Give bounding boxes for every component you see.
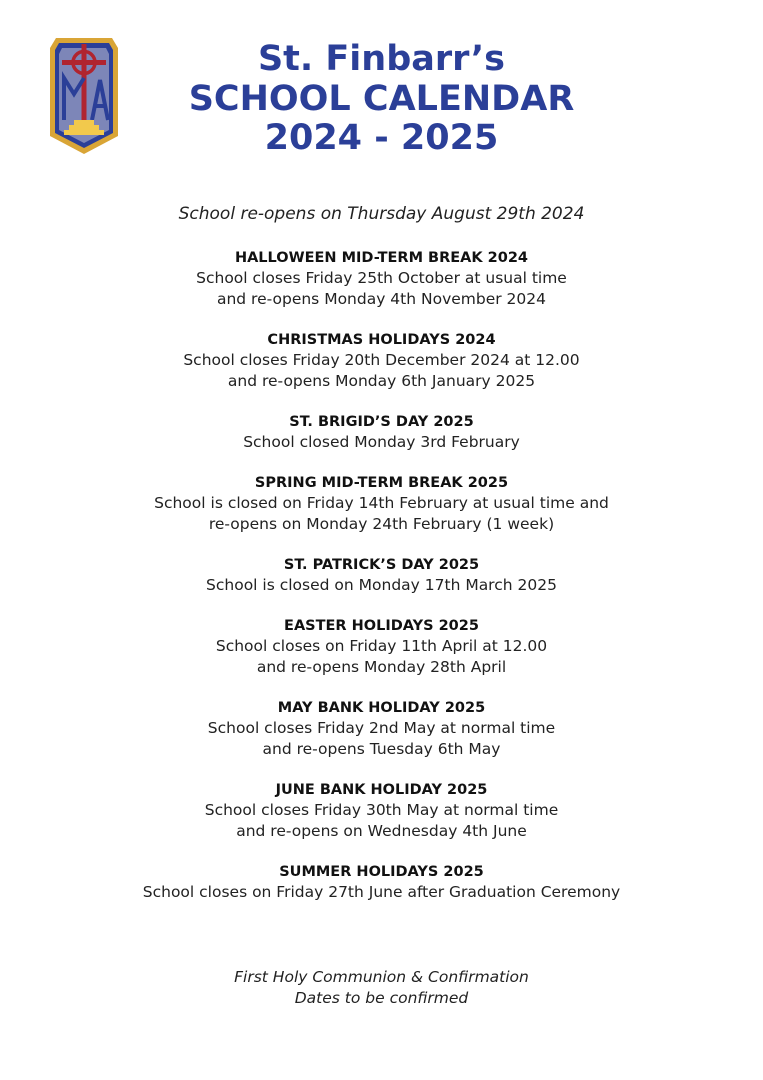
event-line: and re-opens Monday 4th November 2024: [216, 290, 547, 308]
event-line: School is closed on Friday 14th February at usual time and: [154, 494, 609, 512]
event-christmas: [0, 330, 763, 392]
event-easter: [0, 616, 763, 678]
event-summer-holidays: [0, 862, 763, 903]
event-line: School closes on Friday 27th June after Graduation Ceremony: [142, 883, 621, 901]
calendar-title: SCHOOL CALENDAR: [188, 79, 575, 119]
event-st-brigids-day: [0, 412, 763, 453]
event-heading: ST. BRIGID’S DAY 2025: [289, 414, 474, 430]
event-line: School closed Monday 3rd February: [243, 433, 520, 451]
footer-line: First Holy Communion & Confirmation: [234, 968, 529, 986]
event-heading: ST. PATRICK’S DAY 2025: [283, 557, 480, 573]
event-st-patricks-day: [0, 555, 763, 596]
calendar-year: 2024 - 2025: [264, 118, 499, 158]
event-line: School closes Friday 30th May at normal time: [204, 801, 559, 819]
event-line: re-opens on Monday 24th February (1 week): [208, 515, 555, 533]
event-spring-midterm: [0, 473, 763, 535]
footer-line: Dates to be confirmed: [294, 989, 469, 1007]
event-heading: MAY BANK HOLIDAY 2025: [277, 700, 486, 716]
event-line: School closes Friday 25th October at usual time: [196, 269, 567, 287]
school-crest-icon: [48, 34, 120, 156]
event-line: School closes on Friday 11th April at 12.00: [215, 637, 548, 655]
event-line: and re-opens Monday 28th April: [256, 658, 507, 676]
events-list: [0, 248, 763, 923]
event-line: and re-opens Tuesday 6th May: [262, 740, 501, 758]
event-line: School closes Friday 2nd May at normal time: [207, 719, 556, 737]
event-line: School closes Friday 20th December 2024 at 12.00: [183, 351, 580, 369]
event-may-bank-holiday: [0, 698, 763, 760]
event-heading: EASTER HOLIDAYS 2025: [284, 618, 479, 634]
event-line: and re-opens Monday 6th January 2025: [227, 372, 536, 390]
reopen-notice: School re-opens on Thursday August 29th 2024: [178, 204, 585, 224]
event-heading: JUNE BANK HOLIDAY 2025: [275, 782, 488, 798]
event-line: and re-opens on Wednesday 4th June: [236, 822, 527, 840]
event-june-bank-holiday: [0, 780, 763, 842]
event-halloween: [0, 248, 763, 310]
event-heading: HALLOWEEN MID-TERM BREAK 2024: [234, 250, 529, 266]
event-heading: SUMMER HOLIDAYS 2025: [279, 864, 484, 880]
school-name: St. Finbarr’s: [257, 39, 506, 79]
footer-note: [0, 967, 763, 1009]
event-heading: CHRISTMAS HOLIDAYS 2024: [267, 332, 496, 348]
event-heading: SPRING MID-TERM BREAK 2025: [254, 475, 509, 491]
page-title: [150, 38, 613, 158]
event-line: School is closed on Monday 17th March 2025: [206, 576, 557, 594]
